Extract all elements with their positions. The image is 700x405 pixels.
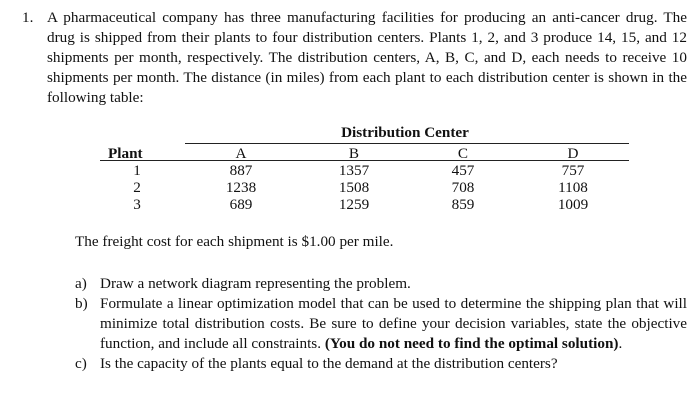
freight-cost-note: The freight cost for each shipment is $1.00 per mile. — [75, 233, 394, 250]
column-header-b: B — [348, 145, 360, 162]
part-c-text: Is the capacity of the plants equal to the demand at the distribution centers? — [100, 355, 558, 372]
part-b-text: Formulate a linear optimization model that can be used to determine the shipping plan that will minimize total distribution costs. Be sure to define your decision variables, state the objective function, and include all constraints. — [100, 295, 687, 352]
distance-cell: 689 — [229, 196, 253, 213]
part-a — [75, 274, 687, 294]
part-b — [75, 294, 687, 354]
distance-cell: 1238 — [225, 179, 257, 196]
distance-cell: 1108 — [558, 179, 588, 196]
part-b-bold-note: (You do not need to find the optimal solution) — [324, 335, 619, 352]
column-header-a: A — [235, 145, 247, 162]
question-number: 1. — [22, 9, 34, 26]
part-c-letter: c) — [75, 355, 87, 372]
distance-cell: 1508 — [338, 179, 370, 196]
part-a-letter: a) — [75, 275, 87, 292]
question-parts-list — [75, 274, 687, 374]
part-c — [75, 354, 687, 374]
distance-cell: 708 — [451, 179, 475, 196]
group-header-rule — [185, 143, 629, 144]
distance-cell: 887 — [229, 162, 253, 179]
distance-cell: 457 — [451, 162, 475, 179]
part-b-letter: b) — [75, 295, 88, 312]
distribution-center-header: Distribution Center — [341, 124, 469, 141]
part-b-body — [100, 294, 687, 354]
part-b-tail: . — [618, 335, 623, 352]
distance-cell: 859 — [451, 196, 475, 213]
distance-cell: 1259 — [338, 196, 370, 213]
question-paragraph: A pharmaceutical company has three manufacturing facilities for producing an anti-cancer drug. The drug is shipped from their plants to four distribution centers. Plants 1, 2, and 3 produce 14, 15, and 12 shipments per month, respectively. The distribution centers, A, B, C, and D, each needs to receive 10 shipments per month. The distance (in miles) from each plant to each distribution center is shown in the following table: — [47, 9, 687, 106]
plant-header: Plant — [108, 145, 143, 162]
distance-cell: 757 — [561, 162, 585, 179]
column-header-c: C — [457, 145, 469, 162]
column-header-d: D — [567, 145, 579, 162]
column-header-rule — [100, 160, 629, 161]
plant-cell: 1 — [133, 162, 141, 179]
plant-cell: 3 — [133, 196, 141, 213]
part-a-text: Draw a network diagram representing the problem. — [100, 275, 411, 292]
distance-cell: 1009 — [557, 196, 589, 213]
distance-cell: 1357 — [338, 162, 370, 179]
plant-cell: 2 — [133, 179, 141, 196]
